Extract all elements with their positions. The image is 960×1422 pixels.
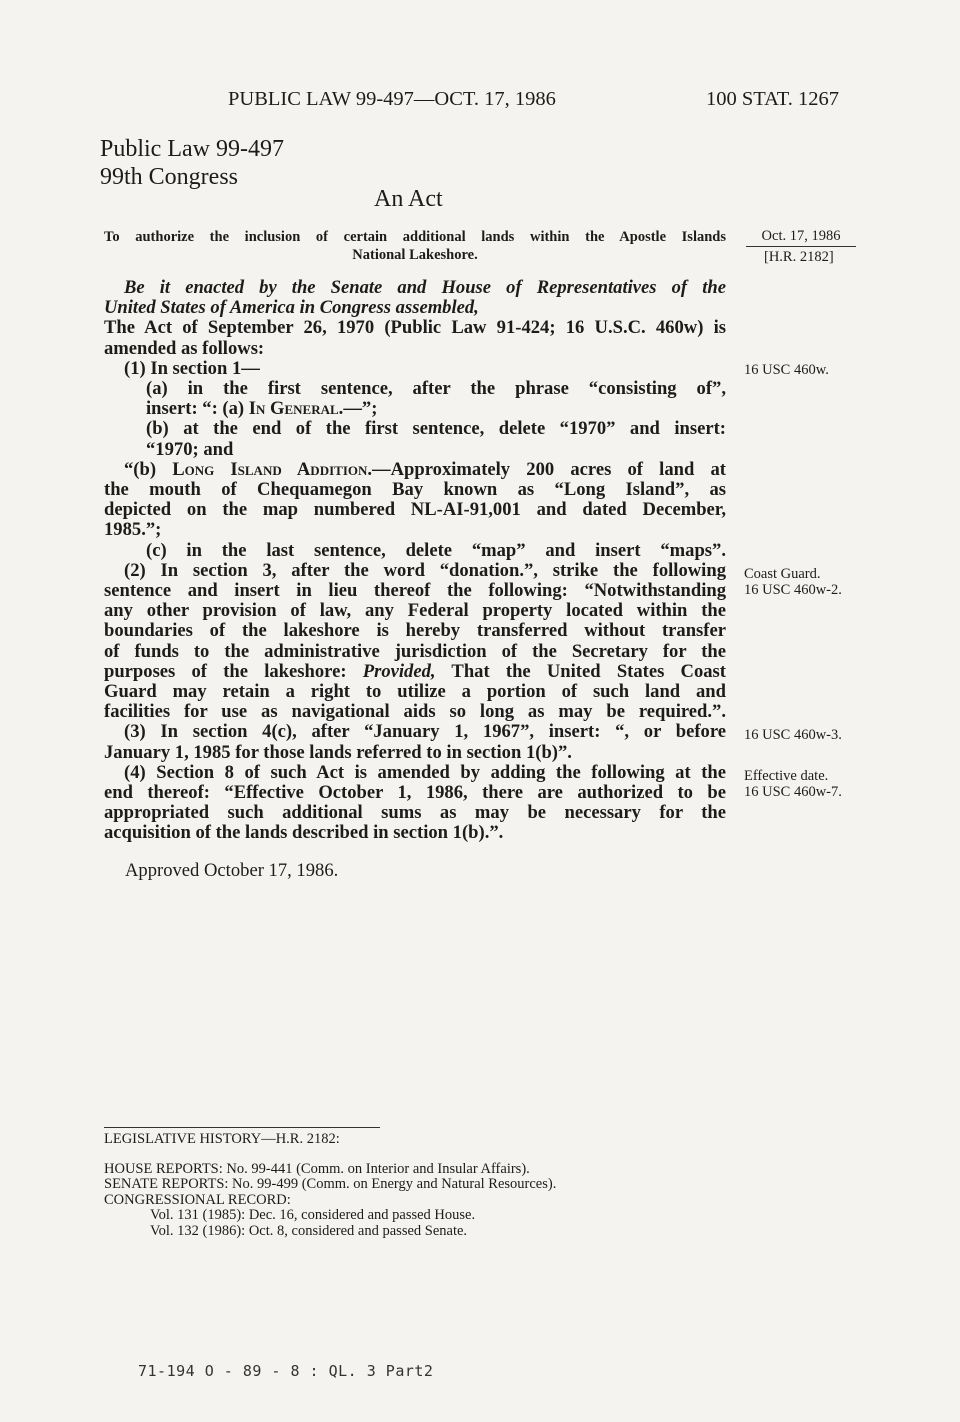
body-line: any other provision of law, any Federal property located within the [104,600,726,622]
running-head: PUBLIC LAW 99-497—OCT. 17, 1986 [228,88,556,110]
approval-date-note [746,227,866,266]
purpose-line: To authorize the inclusion of certain additional lands within the Apostle Islands [104,229,726,245]
body-line: appropriated such additional sums as may be necessary for the [104,802,726,824]
act-body [104,278,726,844]
history-line: Vol. 131 (1985): Dec. 16, considered and passed House. [150,1207,476,1223]
body-line: (a) in the first sentence, after the phrase “consisting of”, [146,378,726,400]
body-line: sentence and insert in lieu thereof the following: “Notwithstanding [104,580,726,602]
history-line: HOUSE REPORTS: No. 99-441 (Comm. on Interior and Insular Affairs). [104,1160,530,1177]
history-divider [104,1127,380,1128]
body-line: insert: “: (a) In General.—”; [146,398,378,420]
body-line: (c) in the last sentence, delete “map” and insert “maps”. [146,539,726,561]
body-line: “(b) Long Island Addition.—Approximately 200 acres of land at [124,458,726,480]
body-line: (b) at the end of the first sentence, delete “1970” and insert: [146,418,726,440]
margin-note-citation: 16 USC 460w-3. [744,727,842,743]
body-line: depicted on the map numbered NL-AI-91,001 and dated December, [104,499,726,521]
body-line: purposes of the lakeshore: Provided, That the United States Coast [104,660,726,682]
body-line: acquisition of the lands described in section 1(b).”. [104,822,504,844]
body-line: facilities for use as navigational aids so long as may be required.”. [104,701,726,723]
print-footer: 71-194 O - 89 - 8 : QL. 3 Part2 [138,1362,434,1380]
body-line: Guard may retain a right to utilize a portion of such land and [104,681,726,703]
margin-note-citation: 16 USC 460w. [744,362,829,378]
purpose-line: National Lakeshore. [352,247,478,263]
act-purpose [104,228,726,264]
congress-number: 99th Congress [100,164,238,190]
body-line: The Act of September 26, 1970 (Public Law 91-424; 16 U.S.C. 460w) is [104,317,726,339]
body-line: of funds to the administrative jurisdiction of the Secretary for the [104,640,726,662]
bill-number: [H.R. 2182] [764,249,834,265]
history-heading: LEGISLATIVE HISTORY—H.R. 2182: [104,1131,340,1147]
body-line: (3) In section 4(c), after “January 1, 1967”, insert: “, or before [124,721,726,743]
enacting-clause: United States of America in Congress assembled, [104,297,479,319]
body-line: the mouth of Chequamegon Bay known as “Long Island”, as [104,479,726,501]
act-title: An Act [374,186,443,212]
body-line: (4) Section 8 of such Act is amended by adding the following at the [124,761,726,783]
enacting-clause: Be it enacted by the Senate and House of Representatives of the [124,277,726,298]
approval-line: Approved October 17, 1986. [125,860,339,881]
body-line: “1970; and [146,438,234,460]
legislative-history [104,1132,556,1239]
public-law-number: Public Law 99-497 [100,136,284,162]
body-line: 1985.”; [104,519,162,541]
body-line: January 1, 1985 for those lands referred to in section 1(b)”. [104,741,572,763]
section-1-heading: (1) In section 1— [124,357,260,379]
margin-note-effective-date: Effective date. 16 USC 460w-7. [744,768,842,800]
body-line: (2) In section 3, after the word “donation.”, strike the following [124,559,726,581]
history-line: Vol. 132 (1986): Oct. 8, considered and passed Senate. [150,1222,468,1239]
statute-page-number: 100 STAT. 1267 [706,88,839,110]
history-line: CONGRESSIONAL RECORD: [104,1191,291,1208]
body-line: end thereof: “Effective October 1, 1986, there are authorized to be [104,782,726,804]
body-line: amended as follows: [104,337,265,359]
approval-date: Oct. 17, 1986 [746,227,856,247]
margin-note-coast-guard: Coast Guard. 16 USC 460w-2. [744,566,842,598]
history-line: SENATE REPORTS: No. 99-499 (Comm. on Energy and Natural Resources). [104,1176,557,1192]
body-line: boundaries of the lakeshore is hereby transferred without transfer [104,620,726,642]
